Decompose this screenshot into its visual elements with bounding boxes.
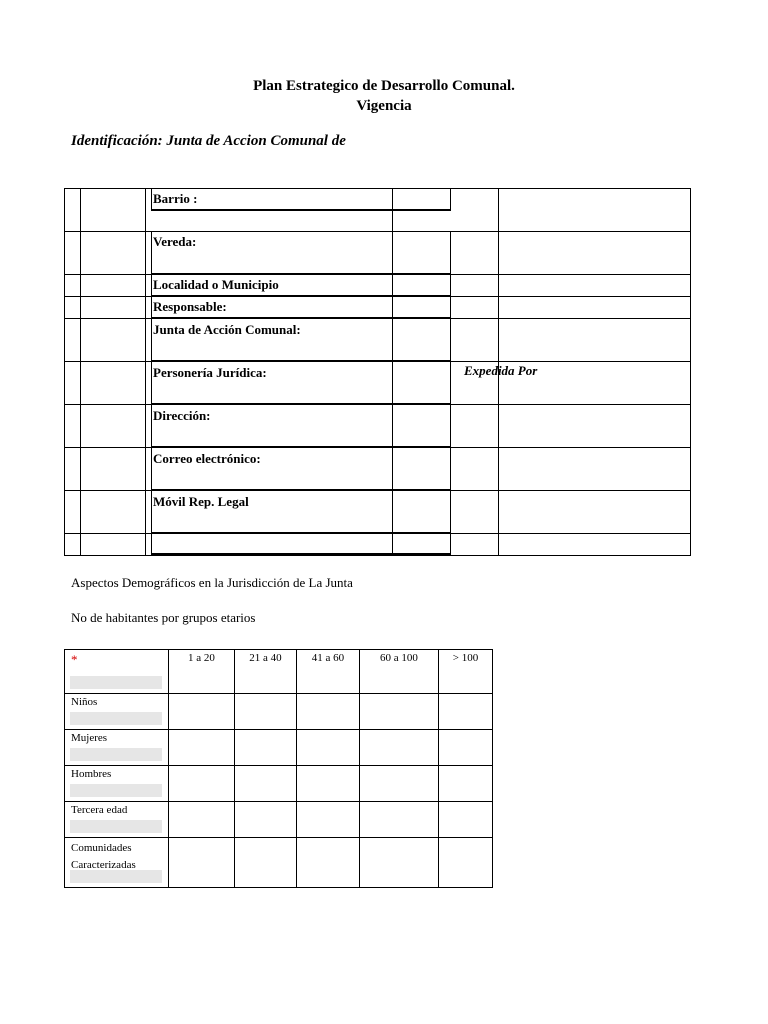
table-row (65, 802, 493, 838)
data-cell[interactable] (297, 802, 360, 838)
row-label-mujeres: Mujeres (71, 732, 108, 744)
data-cell[interactable] (439, 838, 493, 888)
data-cell[interactable] (439, 766, 493, 802)
responsable-label: Responsable: (153, 299, 227, 314)
column-header: 1 a 20 (169, 650, 235, 694)
data-cell[interactable] (169, 802, 235, 838)
document-subtitle: Vigencia (356, 98, 412, 114)
row-label-hombres: Hombres (71, 768, 112, 780)
table-border-bottom (64, 555, 691, 556)
row-label-caracterizadas: Caracterizadas (71, 859, 136, 871)
required-mark: * (71, 652, 78, 667)
row-label-comunidades: Comunidades (71, 842, 132, 854)
correo-label: Correo electrónico: (153, 451, 261, 466)
data-cell[interactable] (169, 694, 235, 730)
data-cell[interactable] (360, 694, 439, 730)
data-cell[interactable] (297, 766, 360, 802)
label-frame (151, 533, 451, 555)
demographics-subtitle: No de habitantes por grupos etarios (71, 610, 256, 625)
data-cell[interactable] (360, 802, 439, 838)
column-header: 21 a 40 (235, 650, 297, 694)
localidad-label: Localidad o Municipio (153, 277, 279, 292)
data-cell[interactable] (235, 838, 297, 888)
data-cell[interactable] (169, 838, 235, 888)
table-row (65, 730, 493, 766)
data-cell[interactable] (439, 730, 493, 766)
data-cell[interactable] (439, 694, 493, 730)
data-cell[interactable] (297, 730, 360, 766)
identification-table (64, 188, 691, 556)
row-label-ninos: Niños (71, 696, 98, 708)
table-column-divider (80, 188, 81, 556)
data-cell[interactable] (235, 766, 297, 802)
column-header: 41 a 60 (297, 650, 360, 694)
data-cell[interactable] (297, 694, 360, 730)
table-header-row (65, 650, 493, 694)
data-cell[interactable] (360, 730, 439, 766)
document-title: Plan Estrategico de Desarrollo Comunal. (253, 78, 515, 94)
data-cell[interactable] (360, 838, 439, 888)
data-cell[interactable] (360, 766, 439, 802)
data-cell[interactable] (439, 802, 493, 838)
table-column-divider (145, 188, 146, 556)
column-header: > 100 (439, 650, 493, 694)
movil-label: Móvil Rep. Legal (153, 494, 249, 509)
data-cell[interactable] (235, 694, 297, 730)
table-border-right (690, 188, 691, 556)
table-row (65, 694, 493, 730)
junta-label: Junta de Acción Comunal: (153, 322, 301, 337)
data-cell[interactable] (235, 802, 297, 838)
barrio-label: Barrio : (153, 191, 198, 206)
demographics-table (64, 649, 493, 888)
vereda-label: Vereda: (153, 234, 197, 249)
expedida-label: Expedida Por (464, 363, 538, 378)
data-cell[interactable] (297, 838, 360, 888)
direccion-label: Dirección: (153, 408, 211, 423)
table-row (65, 838, 493, 888)
data-cell[interactable] (169, 766, 235, 802)
demographics-title: Aspectos Demográficos en la Jurisdicción de La Junta (71, 575, 353, 590)
table-row (65, 766, 493, 802)
corner-cell (65, 650, 169, 694)
row-label-tercera-edad: Tercera edad (71, 804, 128, 816)
data-cell[interactable] (235, 730, 297, 766)
identification-heading: Identificación: Junta de Accion Comunal de (71, 133, 346, 149)
data-cell[interactable] (169, 730, 235, 766)
column-header: 60 a 100 (360, 650, 439, 694)
personeria-label: Personería Jurídica: (153, 365, 267, 380)
table-border-left (64, 188, 65, 556)
